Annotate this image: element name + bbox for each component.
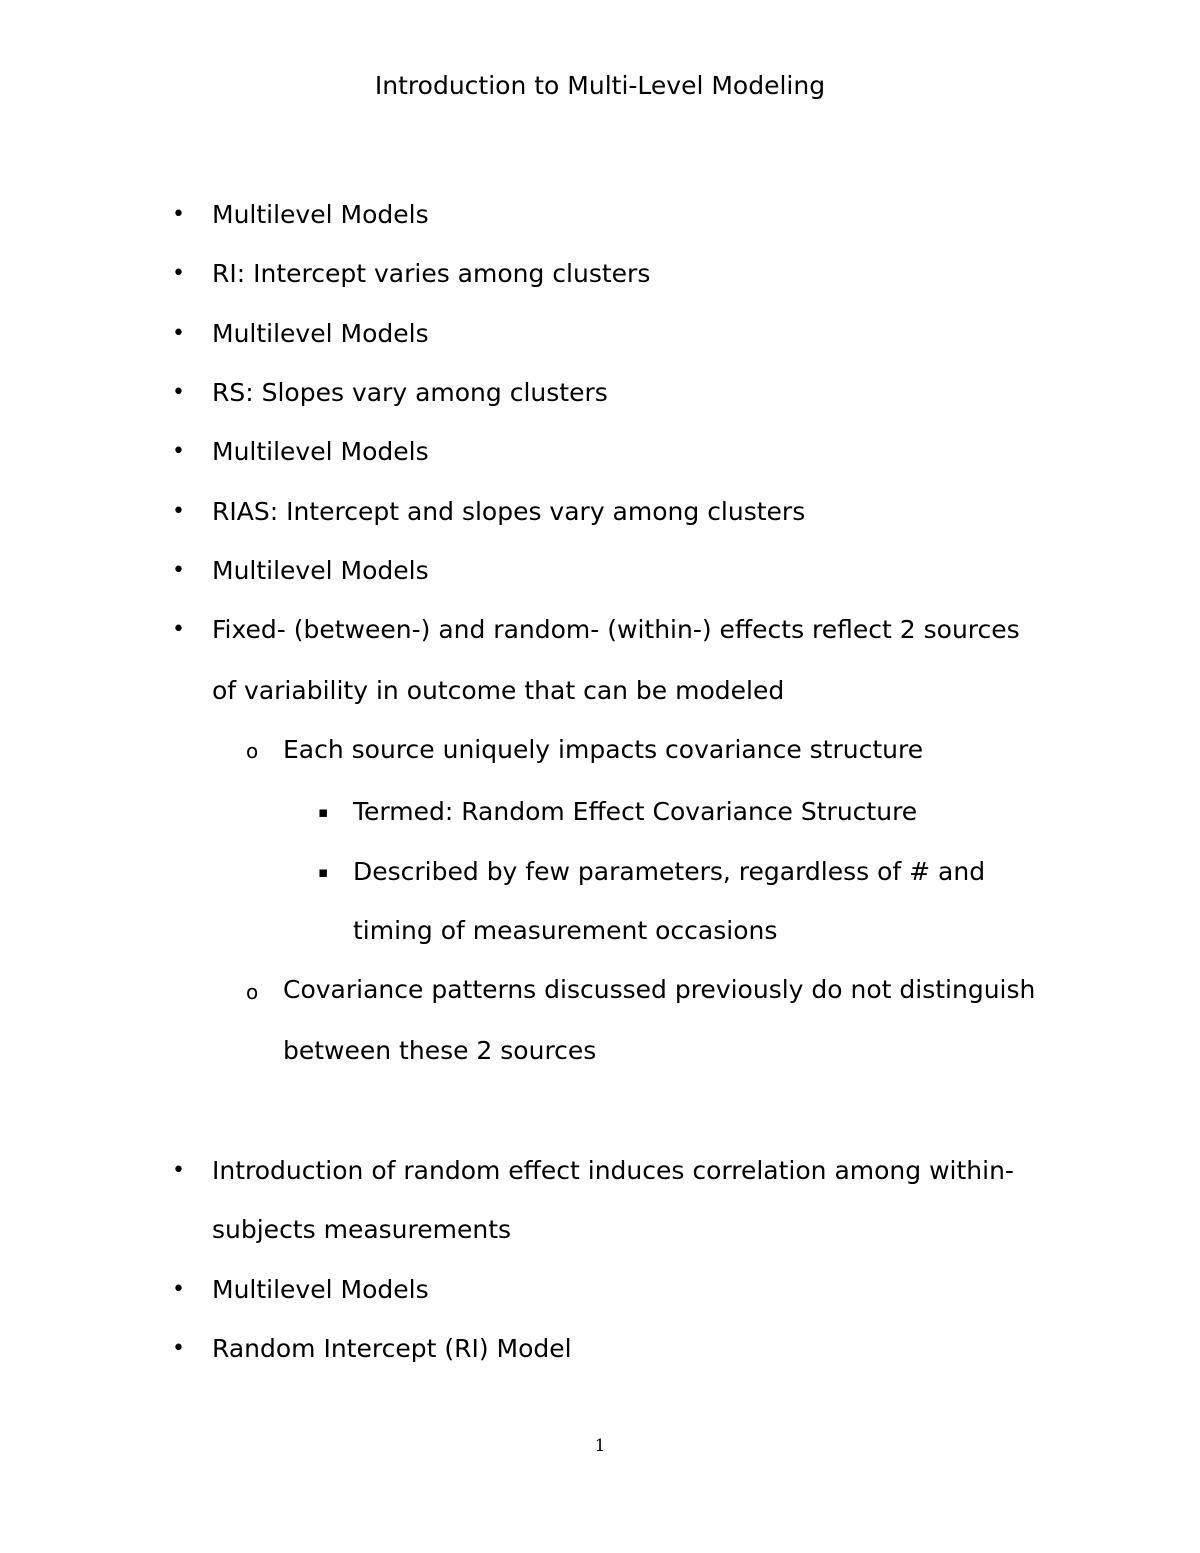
bullet-marker: • bbox=[172, 1158, 185, 1183]
bullet-marker: • bbox=[172, 321, 185, 346]
list-item-continuation: subjects measurements bbox=[212, 1215, 512, 1244]
sub-sub-list-item-continuation: timing of measurement occasions bbox=[353, 916, 778, 945]
sub-list-item: Covariance patterns discussed previously do not distinguish bbox=[283, 975, 1036, 1004]
list-item: Multilevel Models bbox=[212, 1275, 429, 1304]
bullet-marker: • bbox=[172, 558, 185, 583]
bullet-marker: • bbox=[172, 439, 185, 464]
sub-sub-list-item: Termed: Random Effect Covariance Structure bbox=[353, 797, 918, 826]
list-item: Multilevel Models bbox=[212, 437, 429, 466]
page-number: 1 bbox=[594, 1436, 606, 1456]
list-item: Multilevel Models bbox=[212, 200, 429, 229]
bullet-marker: • bbox=[172, 261, 185, 286]
bullet-marker: • bbox=[172, 617, 185, 642]
bullet-marker: • bbox=[172, 380, 185, 405]
sub-list-item-continuation: between these 2 sources bbox=[283, 1036, 597, 1065]
bullet-marker: • bbox=[172, 1277, 185, 1302]
list-item: RS: Slopes vary among clusters bbox=[212, 378, 608, 407]
sub-sub-list-item: Described by few parameters, regardless of # and bbox=[353, 857, 986, 886]
circle-marker: o bbox=[246, 980, 259, 1004]
list-item: Random Intercept (RI) Model bbox=[212, 1334, 572, 1363]
list-item: Fixed- (between-) and random- (within-) effects reflect 2 sources bbox=[212, 615, 1020, 644]
bullet-marker: • bbox=[172, 1336, 185, 1361]
sub-list-item: Each source uniquely impacts covariance structure bbox=[283, 735, 924, 764]
bullet-marker: • bbox=[172, 499, 185, 524]
page-title: Introduction to Multi-Level Modeling bbox=[374, 71, 826, 100]
bullet-marker: • bbox=[172, 202, 185, 227]
square-marker: ▪ bbox=[318, 803, 329, 821]
list-item: RI: Intercept varies among clusters bbox=[212, 259, 651, 288]
list-item-continuation: of variability in outcome that can be modeled bbox=[212, 676, 785, 705]
square-marker: ▪ bbox=[318, 863, 329, 881]
circle-marker: o bbox=[246, 739, 259, 763]
list-item: Multilevel Models bbox=[212, 556, 429, 585]
list-item: RIAS: Intercept and slopes vary among clusters bbox=[212, 497, 806, 526]
list-item: Multilevel Models bbox=[212, 319, 429, 348]
list-item: Introduction of random effect induces correlation among within- bbox=[212, 1156, 1014, 1185]
